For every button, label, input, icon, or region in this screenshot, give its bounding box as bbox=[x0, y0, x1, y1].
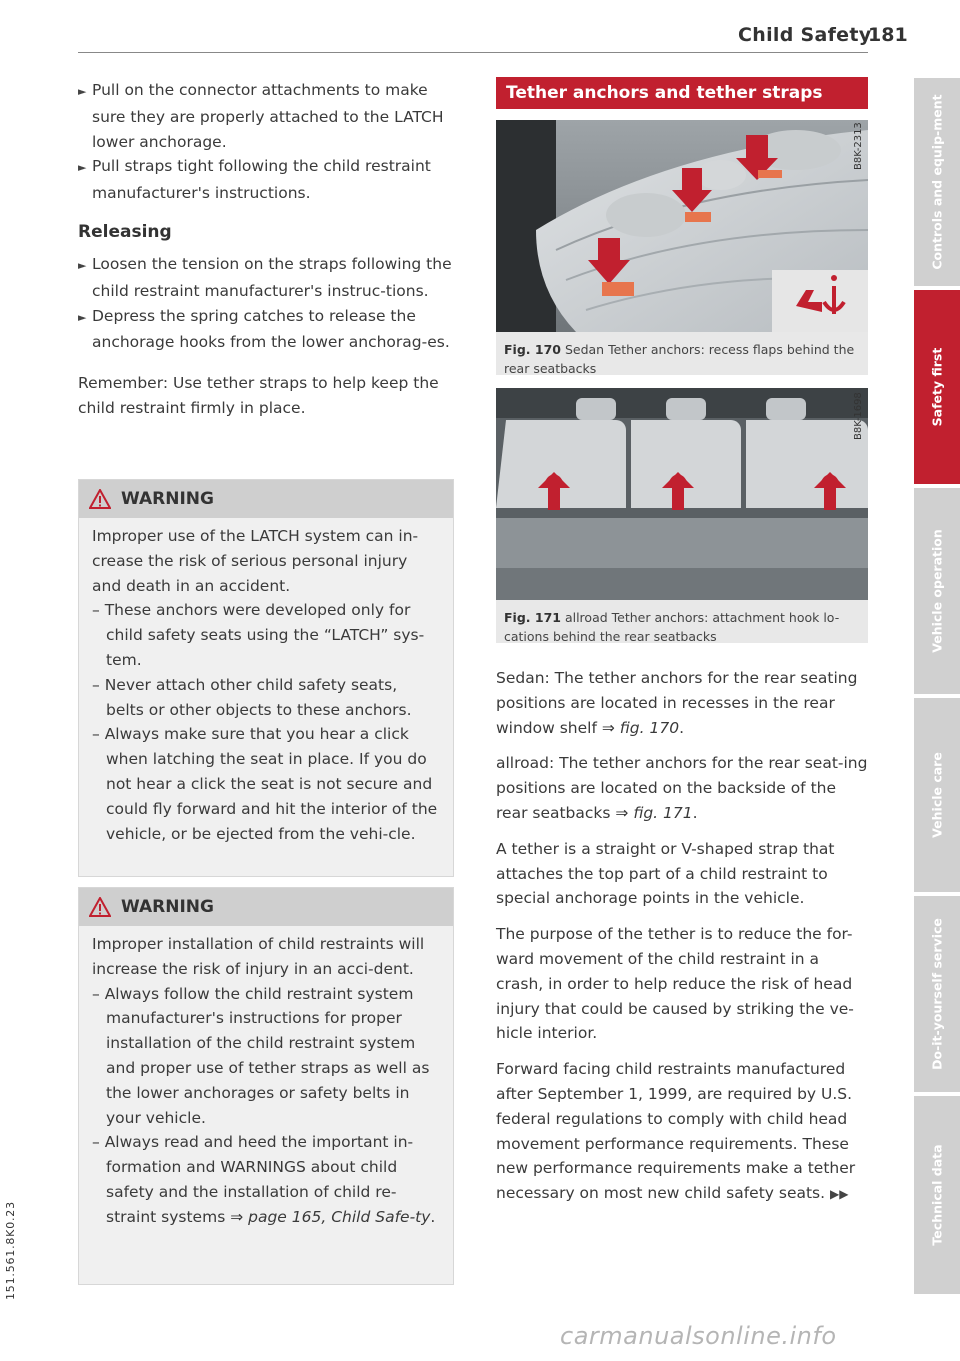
warning-body bbox=[79, 926, 453, 1238]
figure-171 bbox=[496, 388, 868, 643]
bullet-arrow-icon: ► bbox=[78, 161, 87, 175]
figure-code: B8K-1698 bbox=[853, 392, 864, 440]
continue-arrow-icon: ▶▶ bbox=[830, 1187, 849, 1202]
paragraph: A tether is a straight or V-shaped strap that attaches the top part of a child restraint to special anchorage points in the vehicle. bbox=[496, 839, 835, 908]
warning-triangle-icon bbox=[89, 897, 111, 917]
figure-reference-link[interactable]: ⇒ fig. 170 bbox=[601, 718, 680, 737]
figure-caption: Fig. 171 allroad Tether anchors: attachment hook lo-cations behind the rear seatbacks bbox=[504, 610, 840, 644]
releasing-heading: Releasing bbox=[78, 221, 172, 242]
document-code: 151.561.8K0.23 bbox=[4, 1201, 17, 1300]
left-column bbox=[78, 78, 452, 421]
list-item: ► Depress the spring catches to release the anchorage hooks from the lower anchorag-es. bbox=[78, 306, 450, 352]
figure-reference-link[interactable]: ⇒ fig. 171 bbox=[615, 803, 693, 822]
bullet-arrow-icon: ► bbox=[78, 258, 87, 272]
tab-safety-first[interactable]: Safety first bbox=[914, 290, 960, 484]
list-item: ► Pull on the connector attachments to make sure they are properly attached to the LATCH lower anchorage. bbox=[78, 81, 444, 151]
paragraph: Sedan: The tether anchors for the rear seating positions are located in recesses in the rear window shelf ⇒ fig. 170. bbox=[496, 669, 858, 737]
warning-item: – Always read and heed the important in-formation and WARNINGS about child safety and the installation of child re-straint systems ⇒ page 165, Child Safe-ty. bbox=[92, 1133, 436, 1226]
list-item: ► Loosen the tension on the straps following the child restraint manufacturer's instruc-tions. bbox=[78, 254, 452, 300]
paragraph: The purpose of the tether is to reduce the for-ward movement of the child restraint in a crash, in order to help reduce the risk of head injury that could be caused by striking the ve-hicle interior. bbox=[496, 925, 854, 1043]
header-rule bbox=[78, 52, 868, 53]
remember-paragraph: Remember: Use tether straps to help keep the child restraint firmly in place. bbox=[78, 374, 439, 417]
bullet-arrow-icon: ► bbox=[78, 85, 87, 98]
running-header-section: Child Safety bbox=[738, 24, 872, 46]
warning-item: – Always make sure that you hear a click when latching the seat in place. If you do not hear a click the seat is not secure and could fly forward and hit the interior of the vehicle, or be ejected from the vehi-cle. bbox=[92, 725, 438, 843]
figure-170 bbox=[496, 120, 868, 375]
warning-triangle-icon bbox=[89, 489, 111, 509]
page-number: 181 bbox=[868, 24, 908, 46]
section-title-bar: Tether anchors and tether straps bbox=[496, 77, 868, 109]
tab-technical-data[interactable]: Technical data bbox=[914, 1096, 960, 1294]
tab-controls-and-equipment[interactable]: Controls and equip-ment bbox=[914, 78, 960, 286]
bullet-arrow-icon: ► bbox=[78, 310, 87, 324]
page-reference-link[interactable]: ⇒ page 165, Child Safe-ty bbox=[230, 1207, 431, 1226]
warning-item: – Never attach other child safety seats, belts or other objects to these anchors. bbox=[92, 675, 412, 719]
tab-vehicle-operation[interactable]: Vehicle operation bbox=[914, 488, 960, 694]
paragraph: allroad: The tether anchors for the rear seat-ing positions are located on the backside of the rear seatbacks ⇒ fig. 171. bbox=[496, 754, 868, 822]
warning-title: WARNING bbox=[121, 897, 214, 917]
warning-header bbox=[79, 480, 453, 518]
warning-body bbox=[79, 518, 453, 854]
sedan-tether-anchors-image bbox=[496, 120, 868, 332]
warning-box-installation bbox=[78, 887, 454, 1285]
tab-do-it-yourself-service[interactable]: Do-it-yourself service bbox=[914, 896, 960, 1092]
list-item: ► Pull straps tight following the child restraint manufacturer's instructions. bbox=[78, 157, 431, 203]
warning-header bbox=[79, 888, 453, 926]
tab-vehicle-care[interactable]: Vehicle care bbox=[914, 698, 960, 892]
warning-item: – These anchors were developed only for child safety seats using the “LATCH” sys-tem. bbox=[92, 601, 425, 669]
warning-item: – Always follow the child restraint system manufacturer's instructions for proper installation of the child restraint system and proper use of tether straps as well as the lower anchorages or safety belts in your vehicle. bbox=[92, 984, 430, 1127]
right-body-text bbox=[496, 666, 868, 1218]
warning-intro: Improper installation of child restraints will increase the risk of injury in an acci-dent. bbox=[92, 935, 425, 978]
warning-intro: Improper use of the LATCH system can in-crease the risk of serious personal injury and death in an accident. bbox=[92, 527, 419, 595]
warning-title: WARNING bbox=[121, 489, 214, 509]
figure-caption: Fig. 170 Sedan Tether anchors: recess flaps behind the rear seatbacks bbox=[504, 342, 855, 376]
paragraph: Forward facing child restraints manufactured after September 1, 1999, are required by U.S. federal regulations to comply with child head movement performance requirements. These new performance requirements make a tether necessary on most new child safety seats. ▶▶ bbox=[496, 1060, 856, 1203]
footer-watermark: carmanualsonline.info bbox=[560, 1322, 837, 1350]
figure-code: B8K-2313 bbox=[853, 122, 864, 170]
warning-box-latch bbox=[78, 479, 454, 877]
allroad-tether-anchors-image bbox=[496, 388, 868, 600]
